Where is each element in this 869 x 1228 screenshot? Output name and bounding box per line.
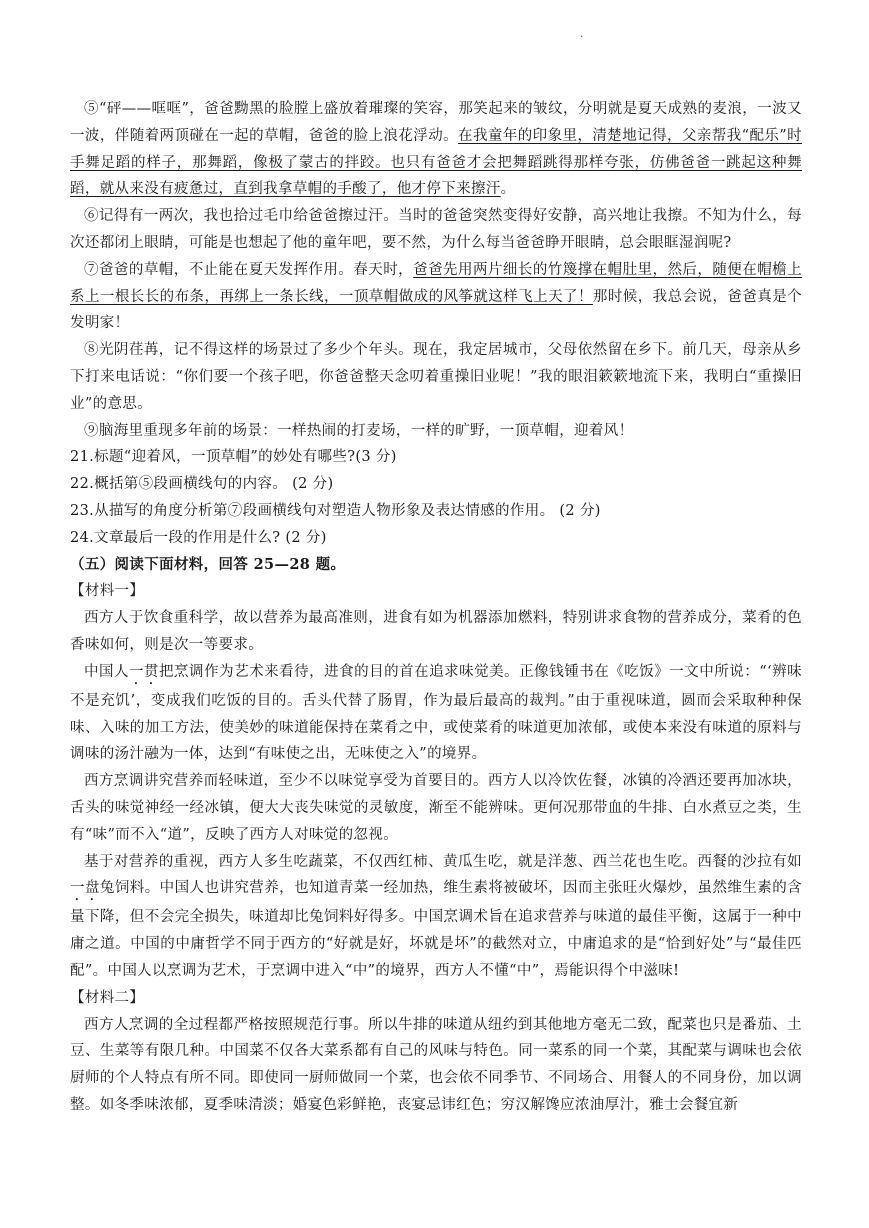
paragraph-7-text: ⑦爸爸的草帽，不止能在夏天发挥作用。春天时，	[84, 261, 414, 278]
header-dot: ·	[580, 32, 584, 43]
material-1-paragraph-2-start: 中国人	[84, 663, 130, 680]
question-24: 24.文章最后一段的作用是什么? (2 分)	[70, 529, 327, 546]
paragraph-5	[70, 96, 802, 203]
material-2-label: 【材料二】	[70, 989, 145, 1006]
emphasized-word: 一盘	[70, 880, 100, 897]
paragraph-5-underlined: 在我童年的印象里，清楚地记得，父亲帮我“配乐”时手舞足蹈的样子，那舞蹈，像极了蒙古的拌跤。也只有爸爸才会把舞蹈跳得那样夸张，仿佛爸爸一跳起这种舞蹈，就从来没有疲惫过，直到我拿草帽的手酸了，他才停下来擦汗	[70, 127, 802, 198]
paragraph-5-text: ⑤“砰——哐哐”，爸爸黝黑的脸膛上盛放着璀璨的笑容，那笑起来的皱纹，分明就是夏天成熟的麦浪，一波又一波，伴随着两顶碰在一起的草帽，爸爸的脸上浪花浮动。	[70, 101, 802, 144]
section-title: （五）阅读下面材料，回答 25—28 题。	[70, 555, 346, 573]
material-1-paragraph-4-rest: 兔饲料。中国人也讲究营养，也知道青菜一经加热，维生素将被破坏，因而主张旺火爆炒，虽然维生素的含量下降，但不会完全损失，味道却比兔饲料好得多。中国烹调术旨在追求营养与味道的最佳平衡，这属于一种中庸之道。中国的中庸哲学不同于西方的“好就是好，坏就是坏”的截然对立，中庸追求的是“恰到好处”与“最佳匹配”。中国人以烹调为艺术，于烹调中进入“中”的境界，西方人不懂“中”，焉能识得个中滋味!	[70, 880, 802, 979]
material-1-label: 【材料一】	[70, 583, 145, 600]
paragraph-7-end: 那时候，我总会说，爸爸真是个发明家！	[70, 288, 802, 332]
material-2-paragraph-1: 西方人烹调的全过程都严格按照规范行事。所以牛排的味道从纽约到其他地方毫无二致，配菜也只是番茄、土豆、生菜等有限几种。中国菜不仅各大菜系都有自己的风味与特色。同一菜系的同一个菜，其配菜与调味也会依厨师的个人特点有所不同。即使同一厨师做同一个菜，也会依不同季节、不同场合、用餐人的不同身份，加以调整。如冬季味浓郁，夏季味清淡；婚宴色彩鲜艳，丧宴忌讳红色；穷汉解馋应浓油厚汁，雅士会餐宜新	[70, 1016, 802, 1113]
question-23: 23.从描写的角度分析第⑦段画横线句对塑造人物形象及表达情感的作用。 (2 分)	[70, 502, 601, 519]
paragraph-7	[70, 257, 802, 337]
material-1-paragraph-3: 西方烹调讲究营养而轻味道，至少不以味觉享受为首要目的。西方人以冷饮佐餐，冰镇的冷酒还要再加冰块，舌头的味觉神经一经冰镇，便大大丧失味觉的灵敏度，渐至不能辨味。更何况那带血的牛排、白水煮豆之类，生有“味”而不入“道”，反映了西方人对味觉的忽视。	[70, 773, 802, 843]
paragraph-5-end: 。	[500, 181, 516, 198]
material-1-paragraph-2-rest: 把烹调作为艺术来看待，进食的目的首在追求味觉美。正像钱锺书在《吃饭》一文中所说：“‘辨味不是充饥’，变成我们吃饭的目的。舌头代替了肠胃，作为最后最高的裁判。”由于重视味道，圆而会采取种种保味、入味的加工方法，使美妙的味道能保持在菜肴之中，或使菜肴的味道更加浓郁，或使本来没有味道的原料与调味的汤汁融为一体，达到“有味使之出，无味使之入”的境界。	[70, 663, 802, 763]
paragraph-9: ⑨脑海里重现多年前的场景：一样热闹的打麦场，一样的旷野，一顶草帽，迎着风！	[84, 422, 634, 439]
paragraph-8: ⑧光阴荏苒，记不得这样的场景过了多少个年头。现在，我定居城市，父母依然留在乡下。前几天，母亲从乡下打来电话说：“你们要一个孩子吧，你爸爸整天念叨着重操旧业呢！”我的眼泪簌簌地流下来，我明白“重操旧业”的意思。	[70, 342, 802, 412]
paragraph-7-underlined: 爸爸先用两片细长的竹篾撑在帽肚里，然后，随便在帽檐上系上一根长长的布条，再绑上一条长线，一顶草帽做成的风筝就这样飞上天了！	[70, 261, 802, 305]
material-1-paragraph-2	[70, 659, 802, 768]
emphasized-word: 一贯	[129, 663, 160, 680]
question-22: 22.概括第⑤段画横线句的内容。 (2 分)	[70, 476, 334, 493]
paragraph-6: ⑥记得有一两次，我也拾过毛巾给爸爸擦过汗。当时的爸爸突然变得好安静，高兴地让我擦。不知为什么，每次还都闭上眼睛，可能是也想起了他的童年吧，要不然，为什么每当爸爸睁开眼睛，总会眼眶湿润呢?	[70, 208, 802, 251]
material-1-paragraph-1: 西方人于饮食重科学，故以营养为最高准则，进食有如为机器添加燃料，特别讲求食物的营养成分，菜肴的色香味如何，则是次一等要求。	[70, 610, 802, 653]
material-1-paragraph-4	[70, 849, 802, 985]
material-1-paragraph-4-start: 基于对营养的重视，西方人多生吃蔬菜，不仅西红柿、黄瓜生吃，就是洋葱、西兰花也生吃。西餐的沙拉有如	[84, 853, 802, 870]
question-21: 21.标题“迎着风，一顶草帽”的妙处有哪些?(3 分)	[70, 449, 397, 466]
document-page	[70, 96, 802, 1119]
